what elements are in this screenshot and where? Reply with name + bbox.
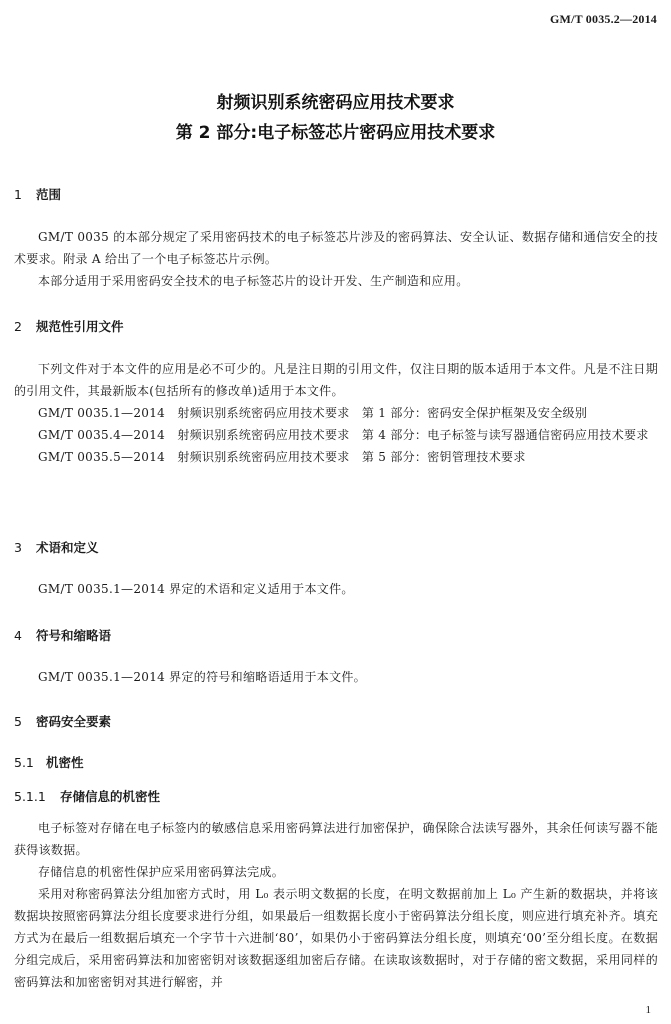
section-title: 密码安全要素: [36, 714, 112, 729]
section-title: 符号和缩略语: [36, 628, 112, 643]
title-line-2: 第 2 部分:电子标签芯片密码应用技术要求: [175, 123, 496, 143]
section-heading-4: [14, 626, 111, 644]
section-title: 术语和定义: [36, 540, 99, 555]
section-number: 4: [14, 628, 22, 643]
section-title: 规范性引用文件: [36, 319, 124, 334]
section-heading-5-1: [14, 753, 84, 771]
section-title: 存储信息的机密性: [60, 789, 161, 804]
section-title: 机密性: [46, 755, 84, 770]
document-title: [0, 88, 671, 148]
section-body-5-1-1: [14, 817, 658, 993]
section-heading-5-1-1: [14, 787, 160, 805]
section-number: 2: [14, 319, 22, 334]
section-number: 1: [14, 187, 22, 202]
paragraph: 电子标签对存储在电子标签内的敏感信息采用密码算法进行加密保护，确保除合法读写器外，其余任何读写器不能获得该数据。: [14, 821, 658, 857]
paragraph: GM/T 0035 的本部分规定了采用密码技术的电子标签芯片涉及的密码算法、安全认证、数据存储和通信安全的技术要求。附录 A 给出了一个电子标签芯片示例。: [14, 230, 658, 266]
section-title: 范围: [36, 187, 62, 202]
paragraph: 采用对称密码算法分组加密方式时，用 L₀ 表示明文数据的长度，在明文数据前加上 L₀ 产生新的数据块，并将该数据块按照密码算法分组长度要求进行分组，如果最后一组数据长度小于密码算法分组长度，则应进行填充补齐。填充方式为在最后一组数据后填充一个字节十六进制‘80’，如果仍小于密码算法分组长度，则填充‘00’至分组长度。在数据分组完成后，采用密码算法和加密密钥对该数据逐组加密后存储。在读取该数据时，对于存储的密文数据，采用同样的密码算法和加密密钥对其进行解密，并: [14, 887, 658, 989]
section-number: 5.1.1: [14, 789, 46, 804]
paragraph: 下列文件对于本文件的应用是必不可少的。凡是注日期的引用文件，仅注日期的版本适用于本文件。凡是不注日期的引用文件，其最新版本(包括所有的修改单)适用于本文件。: [14, 362, 658, 398]
section-heading-5: [14, 712, 111, 730]
paragraph: GM/T 0035.1—2014 界定的术语和定义适用于本文件。: [38, 582, 354, 596]
section-number: 3: [14, 540, 22, 555]
section-body-2: [14, 358, 658, 468]
title-line-1: 射频识别系统密码应用技术要求: [216, 93, 455, 113]
reference-item: GM/T 0035.1—2014 射频识别系统密码应用技术要求 第 1 部分：密码安全保护框架及安全级别: [38, 406, 588, 420]
standard-number: GM/T 0035.2—2014: [550, 12, 657, 26]
paragraph: GM/T 0035.1—2014 界定的符号和缩略语适用于本文件。: [38, 670, 366, 684]
section-body-3: [14, 578, 658, 600]
section-heading-1: [14, 185, 61, 203]
paragraph: 本部分适用于采用密码安全技术的电子标签芯片的设计开发、生产制造和应用。: [38, 274, 469, 288]
section-number: 5: [14, 714, 22, 729]
section-number: 5.1: [14, 755, 34, 770]
reference-item: GM/T 0035.4—2014 射频识别系统密码应用技术要求 第 4 部分：电子标签与读写器通信密码应用技术要求: [38, 428, 649, 442]
paragraph: 存储信息的机密性保护应采用密码算法完成。: [38, 865, 285, 879]
section-heading-2: [14, 317, 124, 335]
section-body-1: [14, 226, 658, 292]
page-number: 1: [645, 1004, 651, 1016]
reference-item: GM/T 0035.5—2014 射频识别系统密码应用技术要求 第 5 部分：密钥管理技术要求: [38, 450, 526, 464]
section-body-4: [14, 666, 658, 688]
section-heading-3: [14, 538, 99, 556]
